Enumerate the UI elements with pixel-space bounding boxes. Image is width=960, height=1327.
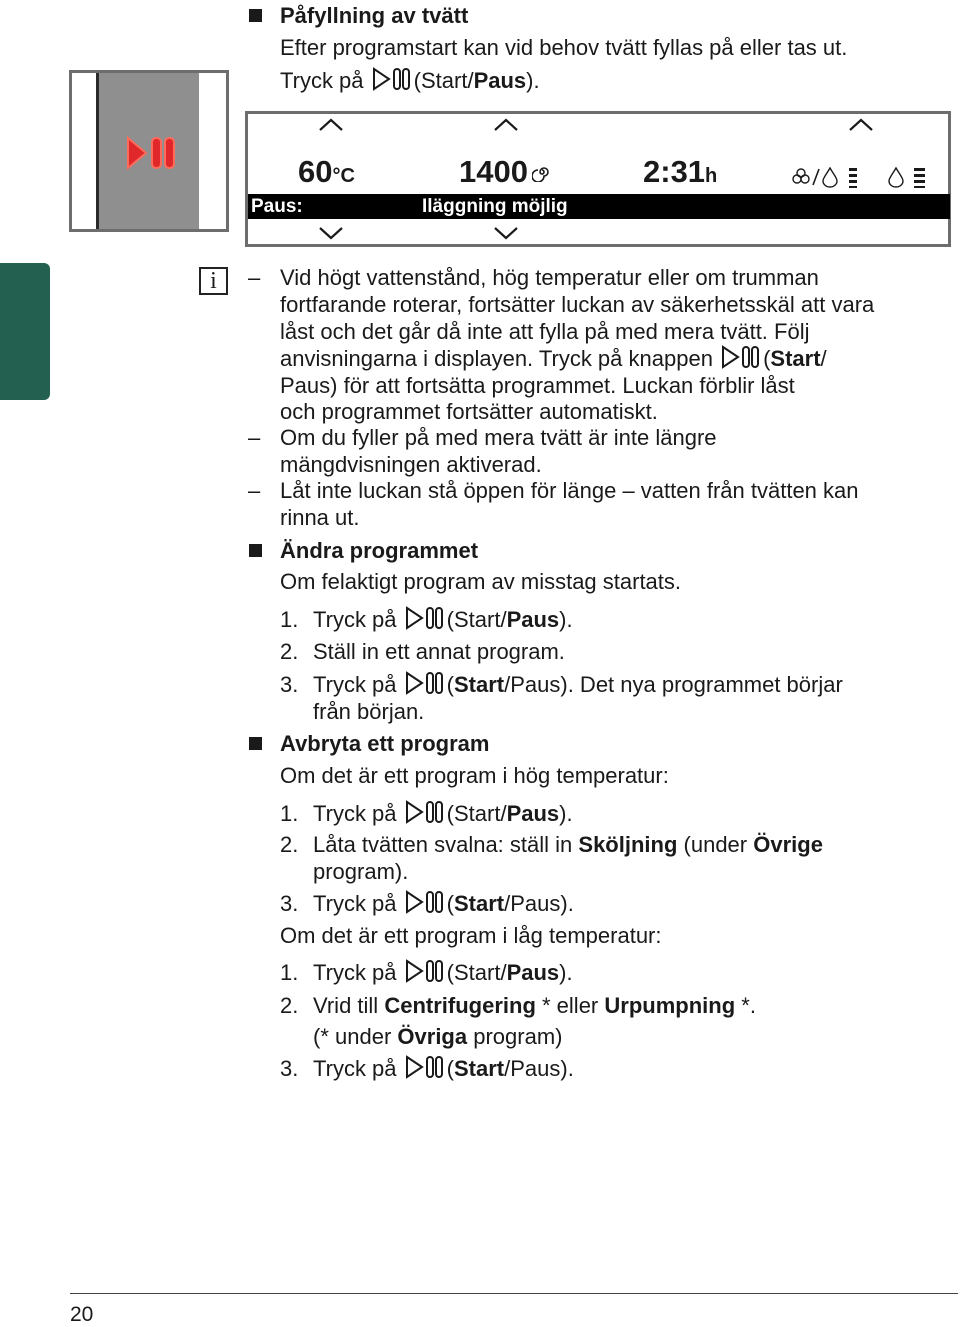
section-text: Om det är ett program i låg temperatur: [280,923,662,948]
bullet-square [249,544,262,557]
spin-icon [532,162,552,182]
chevron-up-icon [493,118,519,132]
section-heading: Avbryta ett program [280,731,490,756]
chevron-down-icon [318,226,344,240]
info-text: Vid högt vattenstånd, hög temperatur eller om trumman [280,265,819,290]
start-pause-icon [405,800,445,824]
start-pause-icon [405,671,445,695]
info-text: rinna ut. [280,505,360,530]
step-text: (* under Övriga program) [313,1024,563,1049]
bullet-square [249,9,262,22]
info-text: mängdvisningen aktiverad. [280,452,542,477]
chevron-up-icon [318,118,344,132]
step-text: Ställ in ett annat program. [313,639,565,664]
section-text: Tryck på (Start/Paus). [280,68,540,93]
start-pause-icon [405,1055,445,1079]
info-text: Om du fyller på med mera tvätt är inte längre [280,425,717,450]
step-text: från början. [313,699,425,724]
bullet-square [249,737,262,750]
footer-divider [70,1293,958,1294]
step-number: 3. [280,672,299,697]
status-label: Paus: [251,196,303,217]
start-pause-button-icon [124,134,178,172]
start-pause-icon [405,959,445,983]
dash-bullet: – [248,265,261,290]
step-text: Låta tvätten svalna: ställ in Sköljning (under Övrige [313,832,823,857]
start-pause-icon [721,345,761,369]
info-text: låst och det går då inte att fylla på med mera tvätt. Följ [280,319,810,344]
step-number: 1. [280,960,299,985]
info-text: och programmet fortsätter automatiskt. [280,399,658,424]
step-text: program). [313,859,409,884]
step-number: 3. [280,1056,299,1081]
status-message: Iläggning möjlig [422,196,568,217]
water-level-icon [886,165,930,189]
dash-bullet: – [248,425,261,450]
step-text: Tryck på (Start/Paus). Det nya programmet börjar [313,672,843,697]
step-number: 2. [280,639,299,664]
step-text: Tryck på (Start/Paus). [313,801,573,826]
step-text: Tryck på (Start/Paus). [313,891,574,916]
rinse-option-icons [792,165,858,189]
chapter-tab [0,263,50,400]
start-pause-icon [405,890,445,914]
step-number: 1. [280,801,299,826]
start-pause-icon [372,67,412,91]
section-text: Om felaktigt program av misstag startats. [280,569,682,594]
step-number: 1. [280,607,299,632]
time-readout: 2:31h [643,154,718,189]
section-heading: Påfyllning av tvätt [280,3,469,28]
info-text: fortfarande roterar, fortsätter luckan av säkerhetsskäl att vara [280,292,875,317]
start-pause-icon [405,606,445,630]
step-number: 2. [280,993,299,1018]
step-number: 3. [280,891,299,916]
temperature-readout: 60°C [298,154,355,189]
display-status-bar [248,194,950,219]
section-heading: Ändra programmet [280,538,479,563]
section-text: Om det är ett program i hög temperatur: [280,763,669,788]
chevron-up-icon [848,118,874,132]
page-number: 20 [70,1303,94,1326]
section-text: Efter programstart kan vid behov tvätt fyllas på eller tas ut. [280,35,848,60]
info-text: Paus) för att fortsätta programmet. Luckan förblir låst [280,373,795,398]
info-icon: i [199,267,228,295]
step-number: 2. [280,832,299,857]
spin-readout: 1400 [459,154,552,190]
chevron-down-icon [493,226,519,240]
dash-bullet: – [248,478,261,503]
step-text: Tryck på (Start/Paus). [313,607,573,632]
info-text: anvisningarna i displayen. Tryck på knappen (Start/ [280,346,827,371]
step-text: Tryck på (Start/Paus). [313,960,573,985]
step-text: Tryck på (Start/Paus). [313,1056,574,1081]
step-text: Vrid till Centrifugering * eller Urpumpning *. [313,993,756,1018]
info-text: Låt inte luckan stå öppen för länge – vatten från tvätten kan [280,478,859,503]
